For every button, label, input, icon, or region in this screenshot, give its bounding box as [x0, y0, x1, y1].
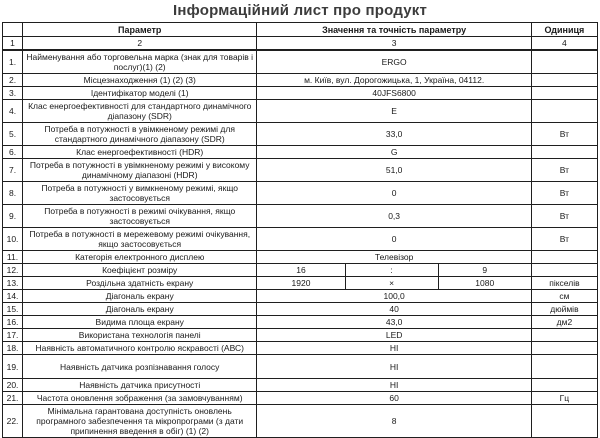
row-number-cell: 2. — [3, 74, 23, 87]
value-cell: 100,0 — [257, 290, 531, 303]
value-part-cell: × — [345, 277, 438, 290]
table-row — [3, 264, 598, 277]
unit-cell: Гц — [531, 392, 597, 405]
unit-cell: см — [531, 290, 597, 303]
table-row — [3, 329, 598, 342]
value-cell: 0 — [257, 182, 531, 205]
unit-cell — [531, 50, 597, 74]
unit-cell: дм2 — [531, 316, 597, 329]
row-number-cell: 9. — [3, 205, 23, 228]
value-cell: ERGO — [257, 50, 531, 74]
row-number-cell: 19. — [3, 355, 23, 379]
header-row — [3, 23, 598, 37]
row-number-cell: 12. — [3, 264, 23, 277]
unit-cell: Вт — [531, 159, 597, 182]
row-number-cell: 14. — [3, 290, 23, 303]
table-row — [3, 251, 598, 264]
column-number-2: 2 — [23, 37, 257, 51]
row-number-cell: 20. — [3, 379, 23, 392]
table-row — [3, 74, 598, 87]
param-label-cell: Частота оновлення зображення (за замовчуванням) — [23, 392, 257, 405]
value-cell: 0,3 — [257, 205, 531, 228]
value-cell: 33,0 — [257, 123, 531, 146]
table-row — [3, 159, 598, 182]
row-number-cell: 18. — [3, 342, 23, 355]
value-part-cell: 1080 — [438, 277, 531, 290]
table-row — [3, 228, 598, 251]
table-row — [3, 355, 598, 379]
param-label-cell: Місцезнаходження (1) (2) (3) — [23, 74, 257, 87]
value-part-cell: 1920 — [257, 277, 345, 290]
unit-cell — [531, 405, 597, 438]
unit-cell — [531, 379, 597, 392]
param-label-cell: Потреба в потужності у вимкненому режимі, якщо застосовується — [23, 182, 257, 205]
row-number-cell: 16. — [3, 316, 23, 329]
param-label-cell: Найменування або торговельна марка (знак для товарів і послуг)(1) (2) — [23, 50, 257, 74]
column-number-1: 1 — [3, 37, 23, 51]
unit-cell — [531, 100, 597, 123]
table-row — [3, 405, 598, 438]
table-row — [3, 87, 598, 100]
value-cell: м. Київ, вул. Дорогожицька, 1, Україна, 04112. — [257, 74, 531, 87]
unit-cell — [531, 342, 597, 355]
param-label-cell: Ідентифікатор моделі (1) — [23, 87, 257, 100]
param-label-cell: Клас енергоефективності для стандартного динамічного діапазону (SDR) — [23, 100, 257, 123]
value-cell: LED — [257, 329, 531, 342]
column-number-row — [3, 37, 598, 51]
row-number-cell: 5. — [3, 123, 23, 146]
table-row — [3, 342, 598, 355]
param-label-cell: Категорія електронного дисплею — [23, 251, 257, 264]
table-row — [3, 50, 598, 74]
value-cell: 8 — [257, 405, 531, 438]
unit-cell: Вт — [531, 123, 597, 146]
value-cell: E — [257, 100, 531, 123]
param-label-cell: Видима площа екрану — [23, 316, 257, 329]
header-empty-cell — [3, 23, 23, 37]
table-row — [3, 379, 598, 392]
row-number-cell: 11. — [3, 251, 23, 264]
unit-cell: Вт — [531, 205, 597, 228]
value-cell: Телевізор — [257, 251, 531, 264]
unit-cell: Вт — [531, 228, 597, 251]
table-row — [3, 205, 598, 228]
table-row — [3, 277, 598, 290]
unit-cell — [531, 329, 597, 342]
table-row — [3, 146, 598, 159]
column-number-4: 4 — [531, 37, 597, 51]
row-number-cell: 6. — [3, 146, 23, 159]
param-label-cell: Наявність датчика присутності — [23, 379, 257, 392]
unit-cell: дюймів — [531, 303, 597, 316]
table-row — [3, 123, 598, 146]
param-label-cell: Потреба в потужності в увімкненому режимі для стандартного динамічного діапазону (SDR) — [23, 123, 257, 146]
value-cell: 43,0 — [257, 316, 531, 329]
value-part-cell: 16 — [257, 264, 345, 277]
param-label-cell: Клас енергоефективності (HDR) — [23, 146, 257, 159]
value-part-cell: : — [345, 264, 438, 277]
row-number-cell: 1. — [3, 50, 23, 74]
row-number-cell: 7. — [3, 159, 23, 182]
value-cell: 60 — [257, 392, 531, 405]
unit-cell — [531, 87, 597, 100]
value-cell: 40JFS6800 — [257, 87, 531, 100]
table-row — [3, 100, 598, 123]
param-label-cell: Потреба в потужності в мережевому режимі очікування, якщо застосовується — [23, 228, 257, 251]
param-label-cell: Наявність автоматичного контролю яскравості (АВС) — [23, 342, 257, 355]
table-row — [3, 290, 598, 303]
row-number-cell: 8. — [3, 182, 23, 205]
table-row — [3, 182, 598, 205]
value-cell: НІ — [257, 355, 531, 379]
unit-cell: Вт — [531, 182, 597, 205]
unit-cell — [531, 251, 597, 264]
param-label-cell: Потреба в потужності в увімкненому режимі у високому динамічному діапазоні (HDR) — [23, 159, 257, 182]
row-number-cell: 21. — [3, 392, 23, 405]
row-number-cell: 22. — [3, 405, 23, 438]
unit-cell — [531, 146, 597, 159]
row-number-cell: 13. — [3, 277, 23, 290]
table-row — [3, 303, 598, 316]
value-cell: G — [257, 146, 531, 159]
value-part-cell: 9 — [438, 264, 531, 277]
row-number-cell: 15. — [3, 303, 23, 316]
value-cell: 40 — [257, 303, 531, 316]
param-label-cell: Мінімальна гарантована доступність оновлень програмного забезпечення та мікропрограми (з дати припинення введення в обіг) (1) (2) — [23, 405, 257, 438]
param-label-cell: Роздільна здатність екрану — [23, 277, 257, 290]
table-row — [3, 392, 598, 405]
unit-cell — [531, 264, 597, 277]
param-label-cell: Коефіцієнт розміру — [23, 264, 257, 277]
header-unit: Одиниця — [531, 23, 597, 37]
value-cell: 51,0 — [257, 159, 531, 182]
value-cell: 0 — [257, 228, 531, 251]
value-cell: НІ — [257, 342, 531, 355]
table-row — [3, 316, 598, 329]
unit-cell — [531, 74, 597, 87]
param-label-cell: Використана технологія панелі — [23, 329, 257, 342]
table-body — [3, 50, 598, 438]
product-info-table — [2, 22, 598, 438]
param-label-cell: Діагональ екрану — [23, 290, 257, 303]
row-number-cell: 4. — [3, 100, 23, 123]
param-label-cell: Потреба в потужності в режимі очікування, якщо застосовується — [23, 205, 257, 228]
value-cell: НІ — [257, 379, 531, 392]
header-param: Параметр — [23, 23, 257, 37]
param-label-cell: Діагональ екрану — [23, 303, 257, 316]
unit-cell: пікселів — [531, 277, 597, 290]
column-number-3: 3 — [257, 37, 531, 51]
page-title: Інформаційний лист про продукт — [172, 2, 428, 19]
row-number-cell: 3. — [3, 87, 23, 100]
header-value: Значення та точність параметру — [257, 23, 531, 37]
row-number-cell: 10. — [3, 228, 23, 251]
unit-cell — [531, 355, 597, 379]
row-number-cell: 17. — [3, 329, 23, 342]
param-label-cell: Наявність датчика розпізнавання голосу — [23, 355, 257, 379]
